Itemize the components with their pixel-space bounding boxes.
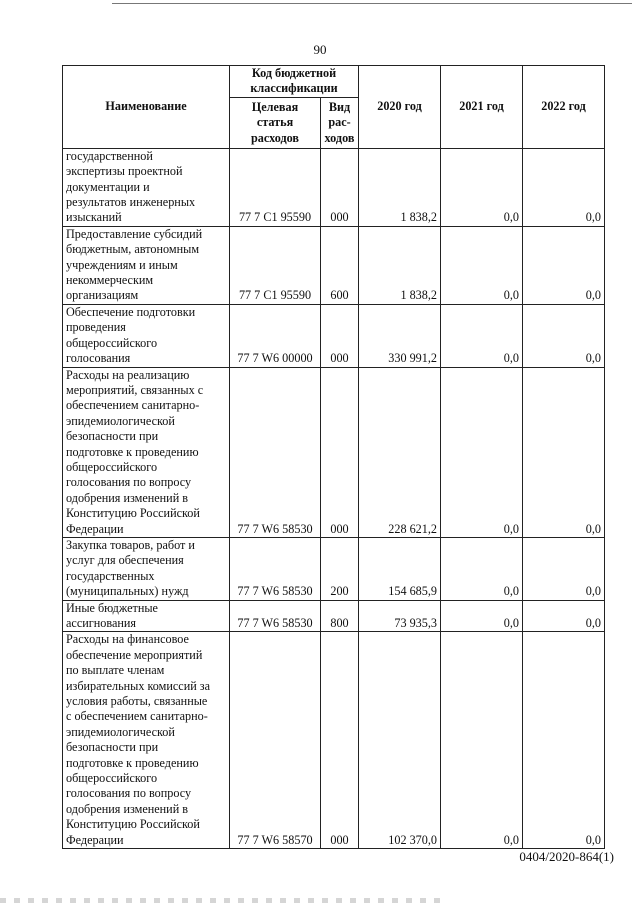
row-2022-value: 0,0 [523, 148, 605, 226]
row-vid-code: 800 [321, 600, 359, 632]
top-rule [112, 3, 632, 4]
row-2021-value: 0,0 [441, 537, 523, 600]
row-2020-value: 154 685,9 [359, 537, 441, 600]
row-target-code: 77 7 W6 58570 [230, 632, 321, 849]
table-row [63, 304, 605, 367]
table-row [63, 537, 605, 600]
row-2020-value: 228 621,2 [359, 367, 441, 537]
row-2021-value: 0,0 [441, 632, 523, 849]
row-2022-value: 0,0 [523, 632, 605, 849]
table-row [63, 632, 605, 849]
document-id: 0404/2020-864(1) [519, 849, 614, 864]
row-2020-value: 1 838,2 [359, 148, 441, 226]
row-vid-code: 000 [321, 148, 359, 226]
row-name: Обеспечение подготовки проведения общероссийского голосования [63, 304, 230, 367]
row-name: Закупка товаров, работ и услуг для обеспечения государственных (муниципальных) нужд [63, 537, 230, 600]
row-vid-code: 000 [321, 632, 359, 849]
row-target-code: 77 7 W6 00000 [230, 304, 321, 367]
table-row [63, 600, 605, 632]
row-2021-value: 0,0 [441, 367, 523, 537]
row-2020-value: 330 991,2 [359, 304, 441, 367]
row-name: Иные бюджетные ассигнования [63, 600, 230, 632]
row-2021-value: 0,0 [441, 148, 523, 226]
header-2021: 2021 год [441, 66, 523, 149]
scan-artifact [0, 898, 440, 903]
row-vid-code: 600 [321, 226, 359, 304]
header-target: Целевая статья расходов [230, 97, 321, 148]
row-vid-code: 000 [321, 367, 359, 537]
row-vid-code: 200 [321, 537, 359, 600]
row-name: государственной экспертизы проектной документации и результатов инженерных изысканий [63, 148, 230, 226]
row-2020-value: 102 370,0 [359, 632, 441, 849]
row-target-code: 77 7 C1 95590 [230, 226, 321, 304]
row-name: Расходы на финансовое обеспечение мероприятий по выплате членам избирательных комиссий за условия работы, связанные с обеспечением санитарно- эпидемиологической безопасности при подготовке к проведению общероссийского голосования по вопросу одобрения изменений в Конституцию Российской Федерации [63, 632, 230, 849]
table-row [63, 226, 605, 304]
row-target-code: 77 7 W6 58530 [230, 600, 321, 632]
row-target-code: 77 7 C1 95590 [230, 148, 321, 226]
page-number: 90 [313, 42, 327, 57]
row-2022-value: 0,0 [523, 304, 605, 367]
row-name: Предоставление субсидий бюджетным, автономным учреждениям и иным некоммерческим организациям [63, 226, 230, 304]
row-target-code: 77 7 W6 58530 [230, 537, 321, 600]
row-2021-value: 0,0 [441, 226, 523, 304]
header-code-group: Код бюджетной классификации [230, 66, 359, 98]
row-name: Расходы на реализацию мероприятий, связанных с обеспечением санитарно- эпидемиологической безопасности при подготовке к проведению общероссийского голосования по вопросу одобрения изменений в Конституцию Российской Федерации [63, 367, 230, 537]
row-2022-value: 0,0 [523, 600, 605, 632]
row-2022-value: 0,0 [523, 226, 605, 304]
budget-table [62, 65, 605, 849]
header-vid: Вид рас- ходов [321, 97, 359, 148]
row-2021-value: 0,0 [441, 600, 523, 632]
header-2020: 2020 год [359, 66, 441, 149]
row-2022-value: 0,0 [523, 367, 605, 537]
row-2021-value: 0,0 [441, 304, 523, 367]
row-2020-value: 73 935,3 [359, 600, 441, 632]
row-2022-value: 0,0 [523, 537, 605, 600]
row-vid-code: 000 [321, 304, 359, 367]
table-row [63, 367, 605, 537]
header-2022: 2022 год [523, 66, 605, 149]
table-row [63, 148, 605, 226]
row-target-code: 77 7 W6 58530 [230, 367, 321, 537]
row-2020-value: 1 838,2 [359, 226, 441, 304]
header-name: Наименование [63, 66, 230, 149]
